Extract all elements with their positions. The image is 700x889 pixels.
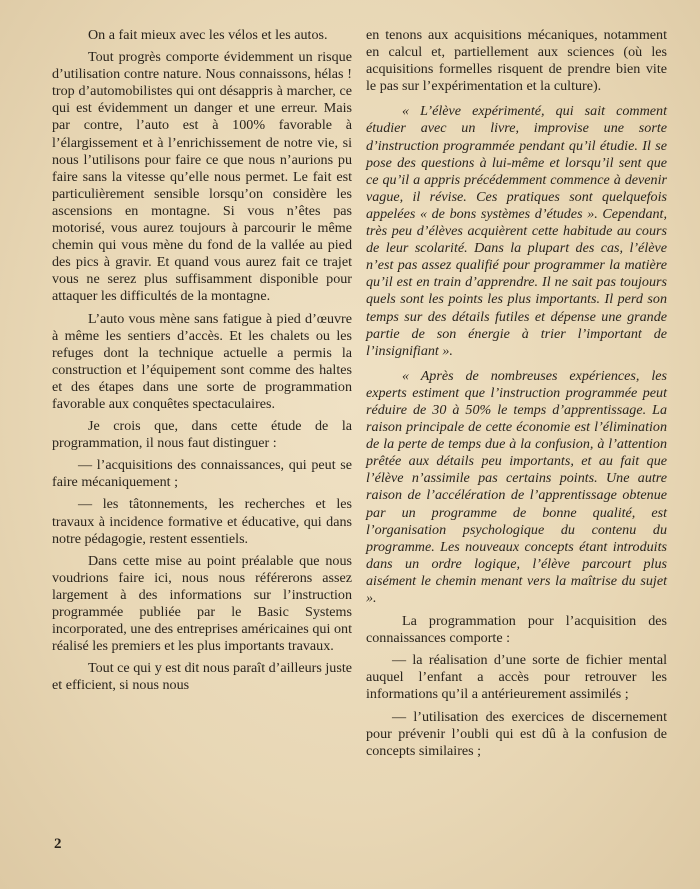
left-column xyxy=(52,27,352,699)
quote-paragraph: « L’élève expérimenté, qui sait comment étudier avec un livre, improvise une sorte d’instruction programmée pendant qu’il étudie. Il se pose des questions à lui-même et lorsqu’il sent que ce qu’il a appris précédemment commence à devenir vague, il révise. Ces pratiques sont quelquefois appelées « de bons systèmes d’études ». Cependant, très peu d’élèves acquièrent cette habitude au cours de leur scolarité. Dans la plupart des cas, l’élève n’est pas assez qualifié pour programmer la matière qu’il est en train d’apprendre. Il ne sait pas toujours quels sont les points les plus importants. Il perd son temps sur des détails futiles et dépense une grande partie de son énergie à trier l’important de l’insignifiant ». xyxy=(366,103,667,359)
page-number: 2 xyxy=(54,836,62,852)
list-item: — l’acquisitions des connaissances, qui peut se faire mécaniquement ; xyxy=(52,457,352,491)
paragraph: On a fait mieux avec les vélos et les autos. xyxy=(88,27,328,43)
paragraph: en tenons aux acquisitions mécaniques, notamment en calcul et, partiellement aux sciences (où les acquisitions formelles risquent de prendre bien vite le pas sur l’expérimentation et la culture). xyxy=(366,27,667,95)
paragraph: La programmation pour l’acquisition des connaissances comporte : xyxy=(366,613,667,647)
quote-paragraph: « Après de nombreuses expériences, les experts estiment que l’instruction programmée peut réduire de 30 à 50% le temps d’apprentissage. La raison principale de cette économie est l’élimination de la perte de temps due à la confusion, à l’attention prêtée aux détails peu importants, et au fait que l’élève n’assimile pas certains points. Une autre raison de l’accélération de l’apprentissage obtenue par un programme de bonne qualité, est l’organisation psychologique du contenu du programme. Les nouveaux concepts étant introduits dans un ordre logique, l’élève parcourt plus aisément le chemin menant vers la maîtrise du sujet ». xyxy=(366,367,667,606)
paragraph: Je crois que, dans cette étude de la programmation, il nous faut distinguer : xyxy=(52,418,352,452)
paragraph: Tout ce qui y est dit nous paraît d’ailleurs juste et efficient, si nous nous xyxy=(52,660,352,694)
list-item: — l’utilisation des exercices de discernement pour prévenir l’oubli qui est dû à la confusion de concepts similaires ; xyxy=(366,708,667,759)
paragraph: L’auto vous mène sans fatigue à pied d’œuvre à même les sentiers d’accès. Et les chalets ou les refuges dont la technique actuelle a permis la construction et l’équipement sont comme des haltes et des étapes dans une sorte de programmation favorable aux conquêtes spectaculaires. xyxy=(52,310,352,412)
list-item: — les tâtonnements, les recherches et les travaux à incidence formative et éducative, qui dans notre pédagogie, restent essentiels. xyxy=(52,496,352,547)
list-item: — la réalisation d’une sorte de fichier mental auquel l’enfant a accès pour retrouver les informations qu’il a antérieurement assimilés ; xyxy=(366,652,667,703)
paragraph: Tout progrès comporte évidemment un risque d’utilisation contre nature. Nous connaissons, hélas ! trop d’automobilistes qui ont désappris à marcher, ce qui est évidemment un danger et une erreur. Mais par contre, l’auto est à 100% favorable à l’élargissement et à l’enrichissement de notre vie, si nous l’utilisons pour faire ce que nous n’aurions pu faire sans la vitesse qu’elle nous permet. Le fait est particulièrement sensible lorsqu’on considère les ascensions en montagne. Si vous n’êtes pas motorisé, vous aurez toujours à parcourir le même chemin qui vous mène du fond de la vallée au pied des pics à gravir. Et quand vous aurez fait ce trajet vous ne serez plus suffisamment disponible pour attaquer les difficultés de la montagne. xyxy=(52,49,352,305)
right-column xyxy=(366,27,667,765)
paragraph: Dans cette mise au point préalable que nous voudrions faire ici, nous nous référerons assez largement à des informations sur l’instruction programmée publiée par le Basic Systems incorporated, une des entreprises américaines qui ont réalisé les premiers et les plus importants travaux. xyxy=(52,552,352,655)
